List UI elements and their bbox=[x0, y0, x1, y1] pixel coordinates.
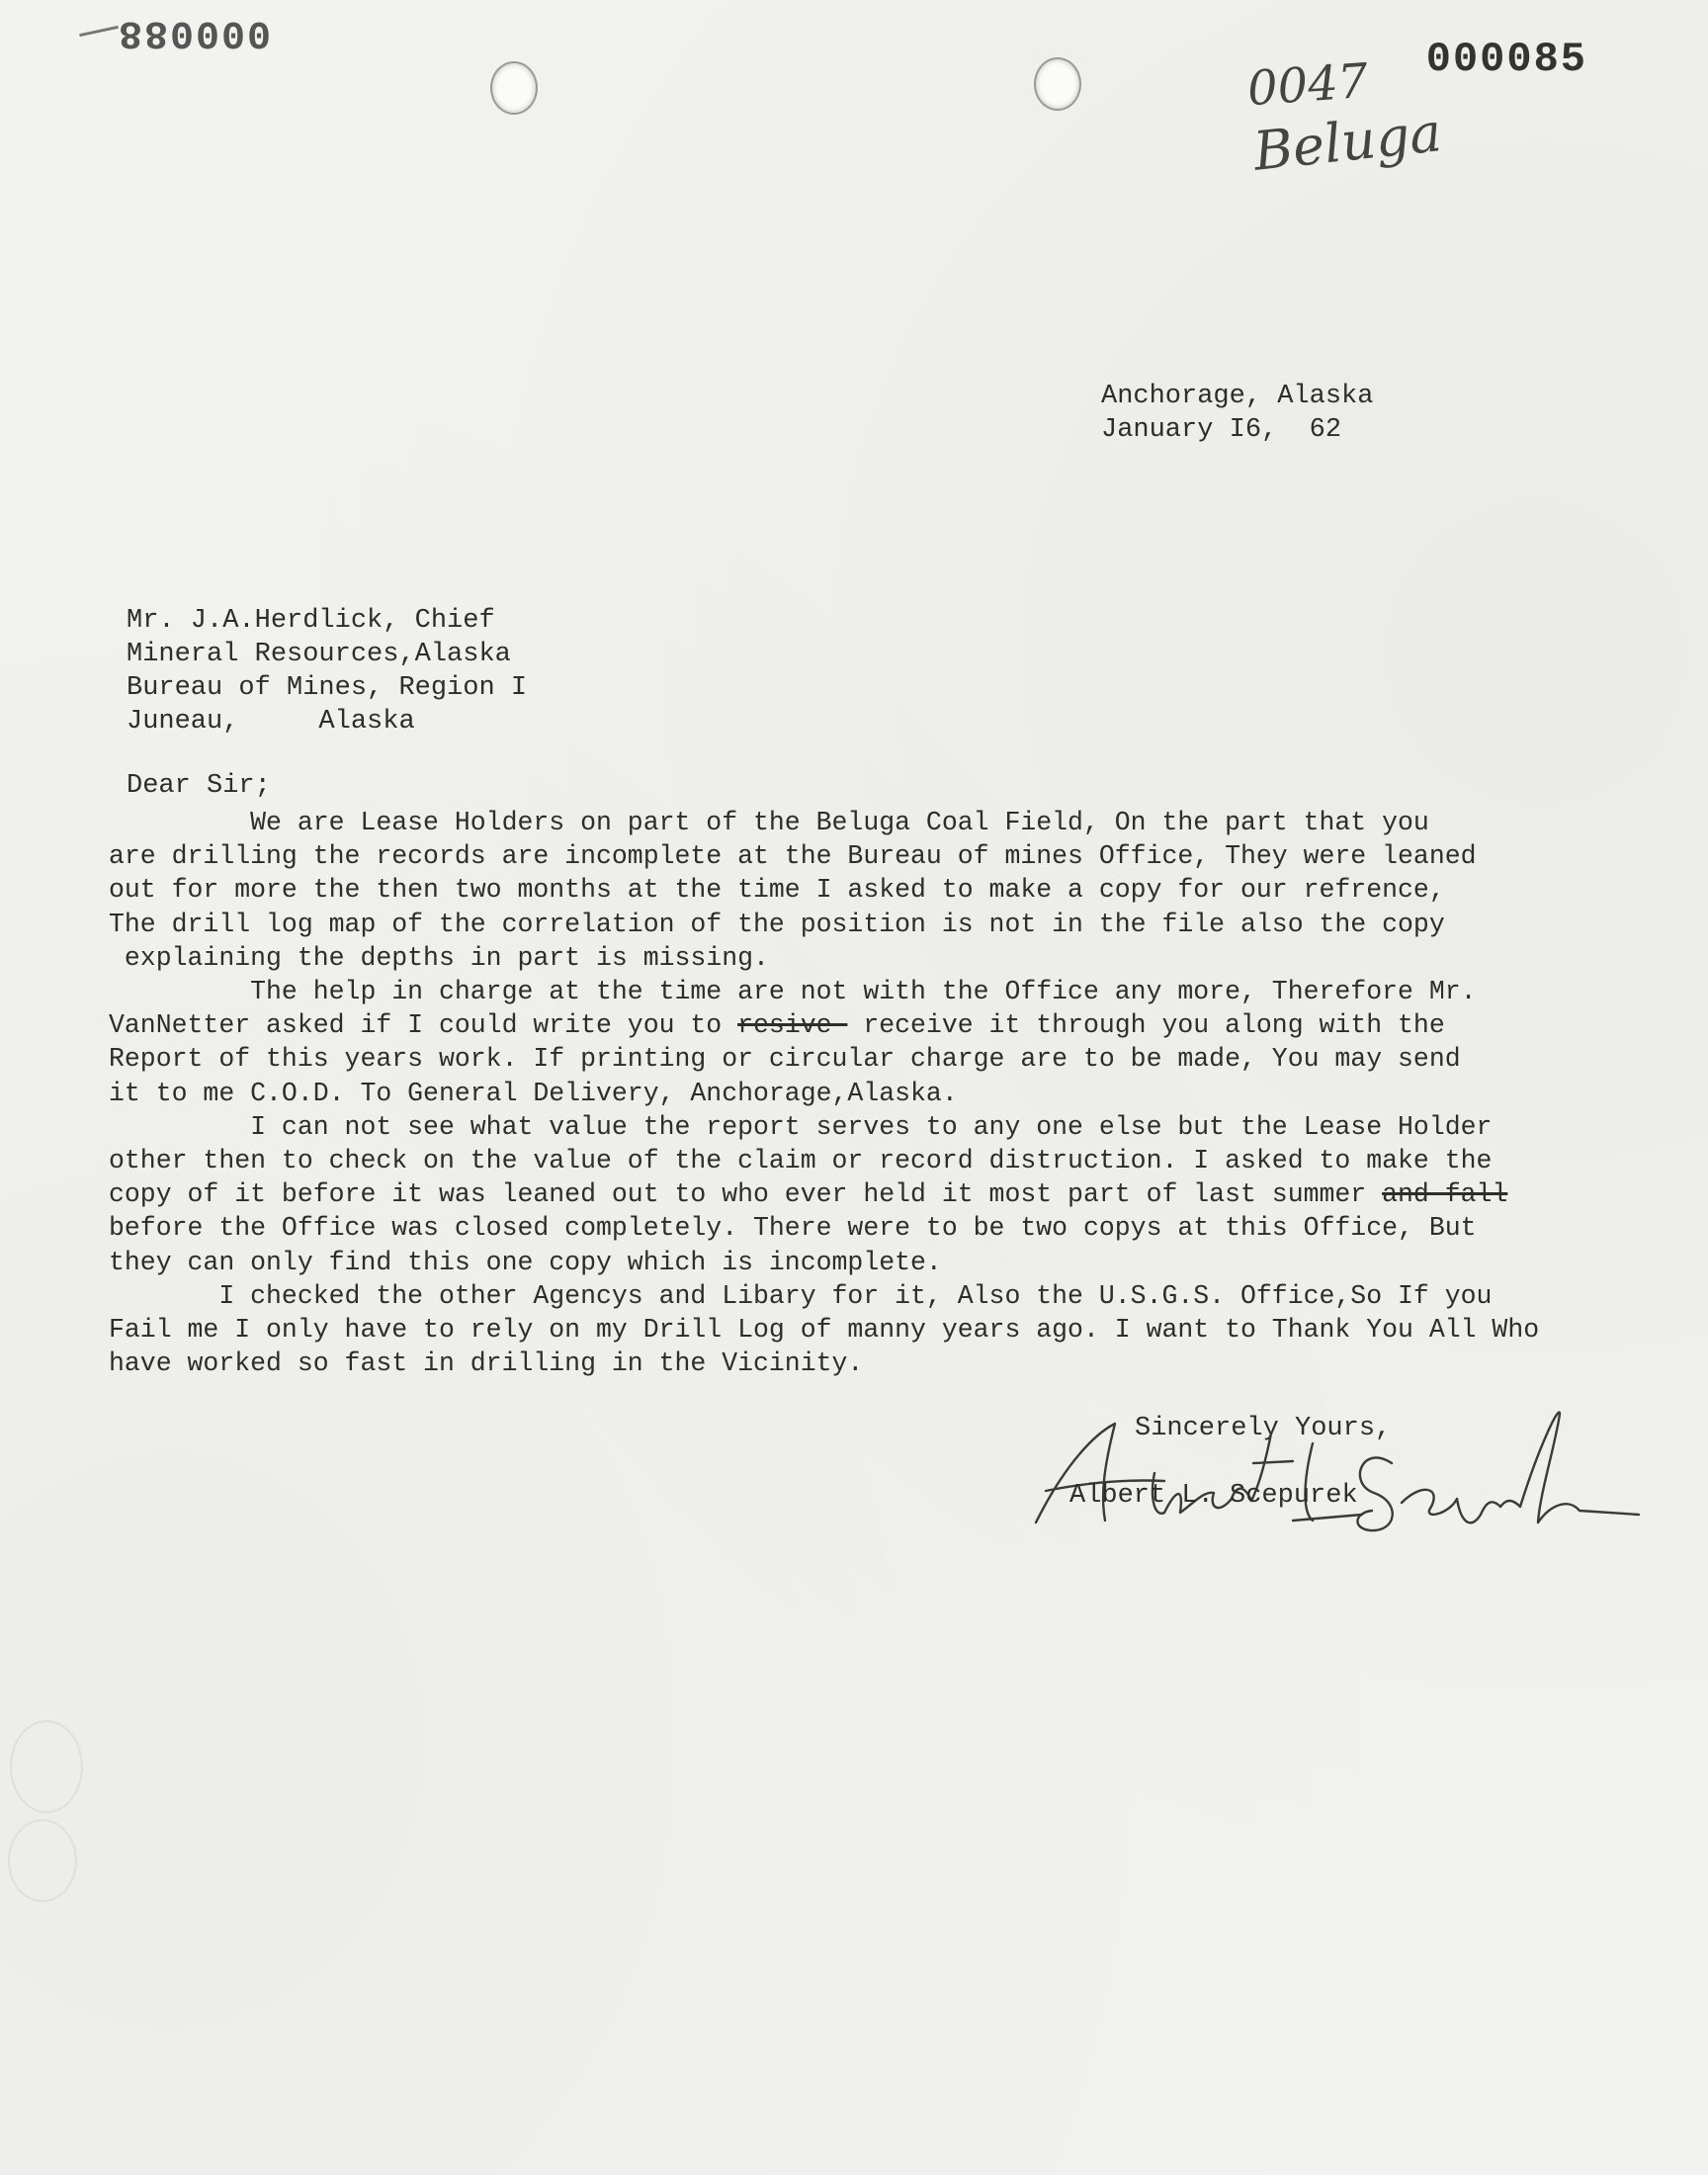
faint-bleedthrough-mark bbox=[8, 1819, 77, 1902]
struck-word: and fall bbox=[1382, 1179, 1508, 1210]
body-line: have worked so fast in drilling in the Vicinity. bbox=[109, 1348, 864, 1379]
recipient-line: Juneau, Alaska bbox=[127, 707, 415, 737]
body-line-text: VanNetter asked if I could write you to bbox=[109, 1010, 738, 1041]
typed-signature-name: Albert L. Scepurek bbox=[1069, 1481, 1358, 1511]
body-line: We are Lease Holders on part of the Beluga Coal Field, On the part that you bbox=[109, 808, 1429, 837]
body-line-text: receive it through you along with the bbox=[847, 1010, 1445, 1041]
body-line: I checked the other Agencys and Libary for it, Also the U.S.G.S. Office,So If you bbox=[109, 1280, 1493, 1311]
handwritten-file-number: 0047 bbox=[1245, 52, 1370, 118]
handwritten-subject: Beluga bbox=[1250, 101, 1445, 183]
body-line-text: copy of it before it was leaned out to who ever held it most part of last summer bbox=[109, 1179, 1383, 1210]
dateline bbox=[1101, 380, 1373, 447]
body-line: they can only find this one copy which is incomplete. bbox=[109, 1247, 942, 1277]
recipient-line: Mineral Resources,Alaska bbox=[127, 640, 511, 669]
salutation: Dear Sir; bbox=[127, 771, 271, 801]
struck-word: resive- bbox=[737, 1010, 848, 1041]
stamp-number-top-left: 000088 bbox=[117, 10, 272, 54]
body-line: are drilling the records are incomplete at the Bureau of mines Office, They were leaned bbox=[109, 841, 1477, 872]
recipient-line: Bureau of Mines, Region I bbox=[127, 673, 528, 703]
punch-hole-left bbox=[490, 61, 538, 115]
body-line: Report of this years work. If printing or circular charge are to be made, You may send bbox=[109, 1044, 1461, 1075]
body-line: out for more the then two months at the time I asked to make a copy for our refrence, bbox=[109, 875, 1445, 906]
body-line: it to me C.O.D. To General Delivery, Anchorage,Alaska. bbox=[109, 1078, 958, 1108]
stamp-number-top-right: 000085 bbox=[1425, 36, 1587, 83]
recipient-line: Mr. J.A.Herdlick, Chief bbox=[127, 606, 495, 636]
letter-body bbox=[109, 806, 1539, 1380]
stamp-tick-mark bbox=[79, 26, 119, 37]
body-line: explaining the depths in part is missing. bbox=[109, 942, 769, 973]
letter-date: January I6, 62 bbox=[1101, 415, 1342, 445]
faint-bleedthrough-mark bbox=[10, 1720, 83, 1813]
recipient-address bbox=[127, 604, 527, 739]
punch-hole-right bbox=[1034, 57, 1081, 111]
handwritten-signature bbox=[1006, 1404, 1659, 1542]
body-line bbox=[109, 1008, 1539, 1042]
body-line bbox=[109, 1177, 1539, 1211]
body-line: Fail me I only have to rely on my Drill Log of manny years ago. I want to Thank You All Who bbox=[109, 1315, 1540, 1346]
body-line: The help in charge at the time are not with the Office any more, Therefore Mr. bbox=[109, 977, 1477, 1007]
body-line: I can not see what value the report serves to any one else but the Lease Holder bbox=[109, 1111, 1493, 1142]
body-line: before the Office was closed completely. There were to be two copys at this Office, But bbox=[109, 1213, 1477, 1244]
closing: Sincerely Yours, bbox=[1135, 1414, 1392, 1443]
body-line: The drill log map of the correlation of the position is not in the file also the copy bbox=[109, 909, 1445, 939]
body-line: other then to check on the value of the claim or record distruction. I asked to make the bbox=[109, 1146, 1493, 1176]
letter-place: Anchorage, Alaska bbox=[1101, 382, 1374, 411]
